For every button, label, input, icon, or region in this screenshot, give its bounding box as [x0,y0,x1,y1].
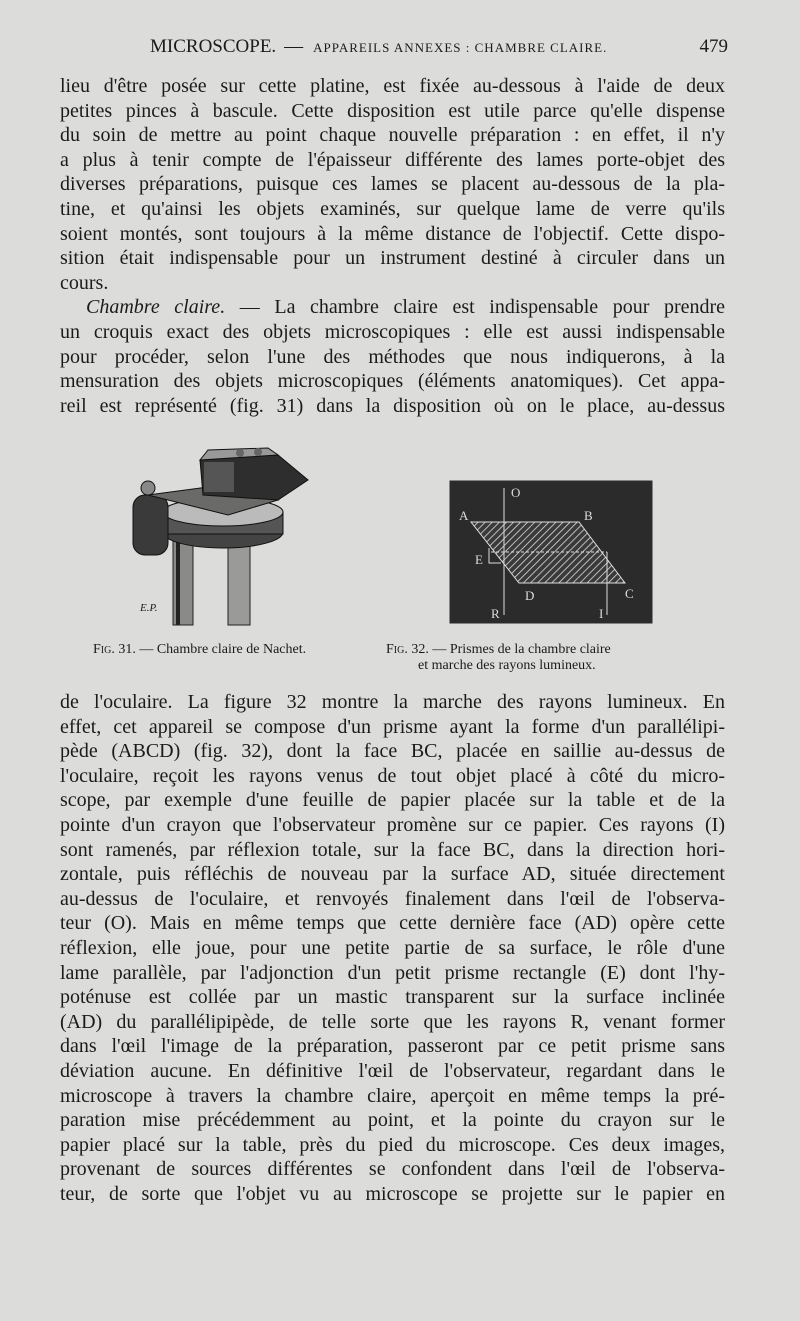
text-line: reil est représenté (fig. 31) dans la disposition où on le place, au-dessus [60,394,725,417]
text-line: papier placé sur la table, près du pied du microscope. Ces deux images, [60,1133,725,1156]
text-line: lieu d'être posée sur cette platine, est fixée au-dessous à l'aide de deux [60,75,725,97]
figure-31-caption-text: — Chambre claire de Nachet. [139,642,307,657]
header-title: MICROSCOPE. [150,36,277,57]
text-line: l'oculaire, reçoit les rayons venus de tout objet placé à côté du micro- [60,764,725,787]
page-number: 479 [699,36,728,57]
figure-32-caption [386,642,611,674]
text-line: tine, et qu'ainsi les objets examinés, sur quelque lame de verre qu'ils [60,197,725,220]
figure-32-caption-line2: et marche des rayons lumineux. [418,658,596,673]
figure-32-label: Fig. 32. [386,642,429,657]
text-line: cours. [60,271,109,294]
point-O: O [511,485,521,500]
text-line: réflexion, elle joue, pour une petite partie de sa surface, le rôle d'une [60,936,725,959]
text-line: lame parallèle, par l'adjonction d'un petit prisme rectangle (E) dont l'hy- [60,961,725,984]
text-line: petites pinces à bascule. Cette disposition est utile parce qu'elle dispense [60,99,725,122]
text-line: effet, cet appareil se compose d'un prisme ayant la forme d'un parallélipi- [60,715,725,738]
text-line: scope, par exemple d'une feuille de papier placée sur la table et de la [60,789,725,812]
point-E: E [475,552,483,567]
text-line: de l'oculaire. La figure 32 montre la marche des rayons lumineux. En [60,691,725,713]
text-line: teur (O). Mais en même temps que cette dernière face (AD) opère cette [60,912,725,935]
text-line: au-dessus de l'oculaire, et renvoyés finalement dans l'œil de l'observa- [60,887,725,910]
text-line: microscope à travers la chambre claire, aperçoit en même temps la pré- [60,1084,725,1107]
text-line: pède (ABCD) (fig. 32), dont la face BC, placée en saillie au-dessus de [60,740,725,763]
section-first-line-text: — La chambre claire est indispensable pour prendre [239,296,726,319]
figure-31-label: Fig. 31. [93,642,136,657]
point-R: R [491,606,500,621]
point-I: I [599,606,604,621]
text-line: pour procéder, selon l'une des méthodes que nous indiquerons, à la [60,345,725,368]
text-line: soient montés, sont toujours à la même distance de l'objectif. Cette dispo- [60,222,725,245]
text-line: du soin de mettre au point chaque nouvelle préparation : en effet, il n'y [60,124,725,147]
section-first-line [60,295,725,320]
text-line: déviation aucune. En définitive l'œil de l'observateur, regardant dans le [60,1059,725,1082]
text-line: pointe d'un crayon que l'observateur promène sur ce papier. Ces rayons (I) [60,813,725,836]
text-line: diverses préparations, puisque ces lames se placent au-dessous de la pla- [60,173,725,196]
figure-31-signature: E.P. [140,602,158,614]
point-B: B [584,508,593,523]
figure-32-caption-line1: — Prismes de la chambre claire [432,642,611,657]
running-header [150,36,728,62]
text-block-bottom [60,690,725,1206]
text-line: a plus à tenir compte de l'épaisseur différente des lames porte-objet des [60,148,725,171]
text-line: dans l'œil l'image de la préparation, passeront par ce petit prisme sans [60,1035,725,1058]
text-line: un croquis exact des objets microscopiques : elle est aussi indispensable [60,320,725,343]
point-C: C [625,586,634,601]
header-subtitle: APPAREILS ANNEXES : CHAMBRE CLAIRE. [313,40,608,55]
header-dash: — [284,36,304,57]
text-line: (AD) du parallélipipède, de telle sorte que les rayons R, venant former [60,1010,725,1033]
section-heading: Chambre claire. [86,296,226,319]
text-block-top [60,74,725,418]
text-line: poténuse est collée par un mastic transparent sur la surface inclinée [60,986,725,1009]
text-line: mensuration des objets microscopiques (éléments anatomiques). Cet appa- [60,370,725,393]
point-D: D [525,588,535,603]
text-line: paration mise précédemment au point, et la pointe du crayon sur le [60,1109,725,1132]
text-line: teur, de sorte que l'objet vu au microscope se projette sur le papier en [60,1182,725,1205]
text-line: provenant de sources différentes se confondent dans l'œil de l'observa- [60,1158,725,1181]
figure-31-caption [93,642,306,658]
point-A: A [459,508,469,523]
text-line: sont ramenés, par réflexion totale, sur la face BC, dans la direction hori- [60,838,725,861]
text-line: sition était indispensable pour un instrument destiné à circuler dans un [60,247,725,270]
figure-32-diagram [449,480,653,624]
text-line: zontale, puis réfléchis de nouveau par la surface AD, située directement [60,863,725,886]
